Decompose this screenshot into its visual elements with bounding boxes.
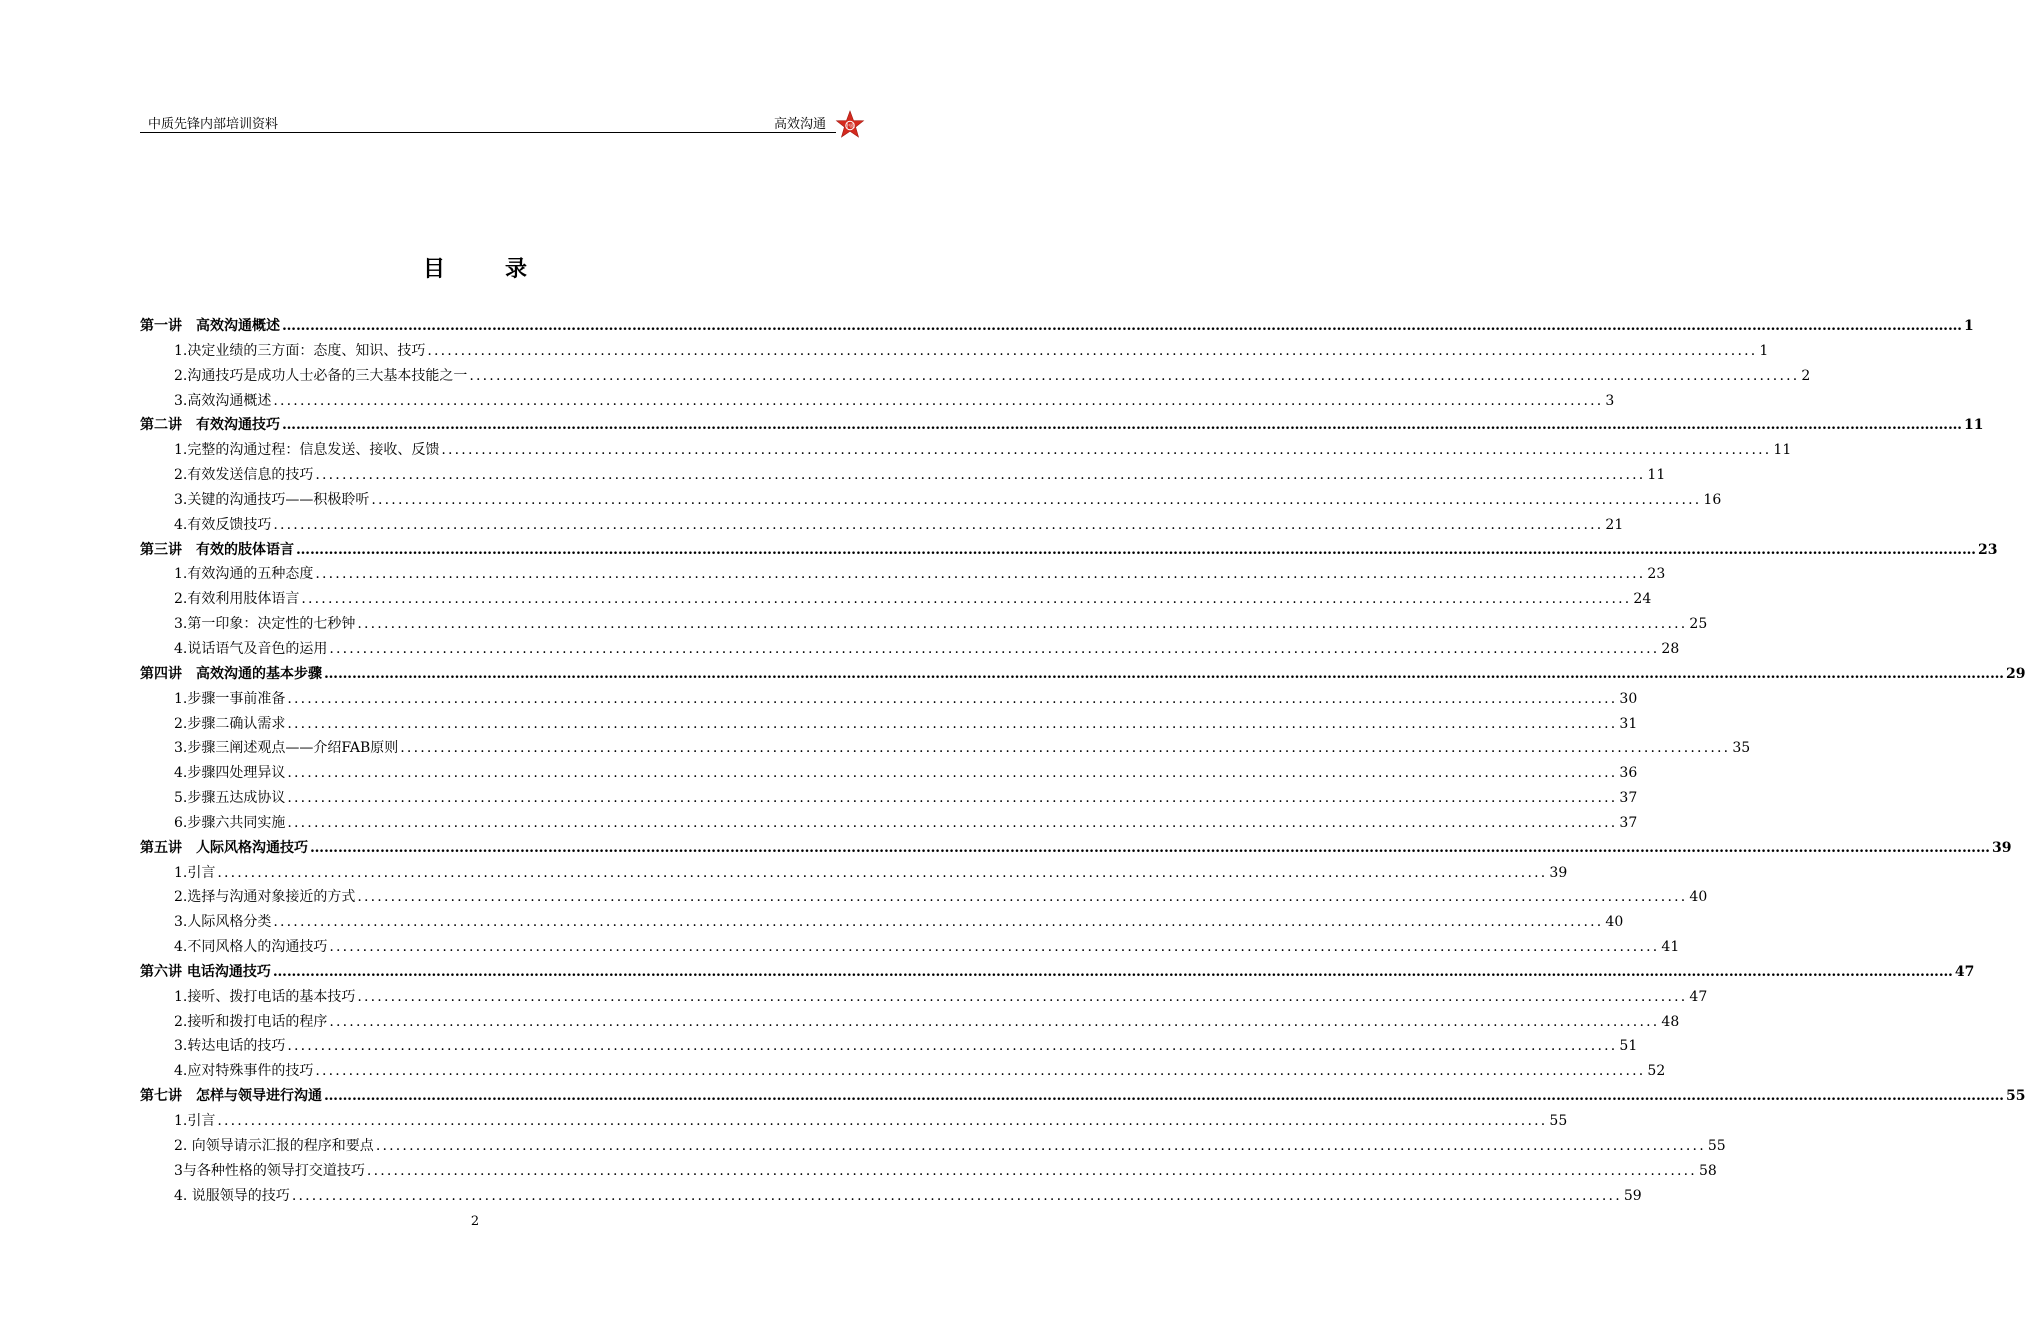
toc-entry-page: 39 — [1549, 864, 1568, 881]
toc-chapter-entry[interactable] — [140, 662, 2025, 687]
toc-entry-page: 55 — [1707, 1137, 1726, 1154]
toc-section-entry[interactable] — [140, 1034, 1638, 1059]
toc-leader-dots: ........................................................................................................................................................................................................ — [287, 1038, 1618, 1055]
toc-leader-dots: ........................................................................................................................................................................................................ — [287, 814, 1618, 831]
toc-leader-dots: ……………………………………………………………………………………………………………………………………………………………………………………………………………………………………………………………………………………………………………………………… — [296, 541, 1976, 558]
toc-entry-label: 2.有效利用肢体语言 — [174, 591, 300, 608]
toc-leader-dots: ........................................................................................................................................................................................................ — [273, 516, 1604, 533]
toc-entry-label: 第三讲 有效的肢体语言 — [140, 541, 294, 558]
toc-entry-page: 37 — [1619, 790, 1638, 807]
toc-entry-label: 2.有效发送信息的技巧 — [174, 467, 314, 484]
red-star-logo-icon — [835, 110, 865, 140]
toc-entry-page: 47 — [1954, 963, 1975, 980]
toc-entry-label: 4.应对特殊事件的技巧 — [174, 1063, 314, 1080]
toc-section-entry[interactable] — [140, 513, 1624, 538]
toc-section-entry[interactable] — [140, 1010, 1680, 1035]
toc-entry-page: 16 — [1703, 491, 1722, 508]
toc-leader-dots: ........................................................................................................................................................................................................ — [357, 616, 1688, 633]
toc-section-entry[interactable] — [140, 339, 1769, 364]
toc-leader-dots: ........................................................................................................................................................................................................ — [375, 1137, 1706, 1154]
toc-entry-page: 36 — [1619, 765, 1638, 782]
toc-entry-page: 1 — [1964, 318, 1974, 334]
toc-leader-dots: ........................................................................................................................................................................................................ — [273, 392, 1604, 409]
toc-entry-label: 3与各种性格的领导打交道技巧 — [174, 1162, 365, 1179]
toc-leader-dots: ........................................................................................................................................................................................................ — [273, 914, 1604, 931]
logo-text: 中质 — [844, 123, 856, 130]
toc-section-entry[interactable] — [140, 612, 1708, 637]
toc-section-entry[interactable] — [140, 488, 1722, 513]
toc-section-entry[interactable] — [140, 587, 1652, 612]
toc-entry-label: 第七讲 怎样与领导进行沟通 — [140, 1088, 322, 1105]
toc-entry-label: 1.引言 — [174, 864, 216, 881]
toc-entry-label: 第六讲 电话沟通技巧 — [140, 963, 271, 980]
toc-entry-page: 59 — [1623, 1187, 1642, 1204]
toc-leader-dots: ........................................................................................................................................................................................................ — [315, 467, 1646, 484]
toc-entry-page: 40 — [1605, 914, 1624, 931]
toc-section-entry[interactable] — [140, 1109, 1568, 1134]
toc-entry-page: 28 — [1661, 640, 1680, 657]
toc-entry-label: 2.选择与沟通对象接近的方式 — [174, 889, 356, 906]
toc-leader-dots: ........................................................................................................................................................................................................ — [287, 715, 1618, 732]
header-doc-title: 高效沟通 — [773, 117, 826, 132]
toc-leader-dots: ........................................................................................................................................................................................................ — [329, 1013, 1660, 1030]
toc-entry-label: 4.不同风格人的沟通技巧 — [174, 939, 328, 956]
toc-leader-dots: ........................................................................................................................................................................................................ — [329, 640, 1660, 657]
toc-title: 目录 — [422, 256, 587, 282]
toc-leader-dots: ........................................................................................................................................................................................................ — [301, 591, 1632, 608]
toc-entry-label: 3.转达电话的技巧 — [174, 1038, 286, 1055]
toc-entry-label: 1.完整的沟通过程：信息发送、接收、反馈 — [174, 442, 440, 459]
toc-leader-dots: ........................................................................................................................................................................................................ — [469, 367, 1800, 384]
toc-entry-label: 2. 向领导请示汇报的程序和要点 — [174, 1137, 374, 1154]
toc-leader-dots: ........................................................................................................................................................................................................ — [357, 988, 1688, 1005]
toc-leader-dots: ........................................................................................................................................................................................................ — [427, 342, 1758, 359]
toc-entry-page: 48 — [1661, 1013, 1680, 1030]
toc-leader-dots: ........................................................................................................................................................................................................ — [287, 690, 1618, 707]
toc-leader-dots: ........................................................................................................................................................................................................ — [217, 1113, 1548, 1129]
toc-leader-dots: ........................................................................................................................................................................................................ — [441, 442, 1772, 459]
toc-entry-label: 4.说话语气及音色的运用 — [174, 640, 328, 657]
toc-entry-page: 11 — [1964, 417, 1984, 434]
toc-entry-label: 第四讲 高效沟通的基本步骤 — [140, 665, 322, 682]
toc-leader-dots: ........................................................................................................................................................................................................ — [291, 1187, 1622, 1204]
toc-entry-page: 31 — [1619, 715, 1638, 732]
toc-entry-label: 3.高效沟通概述 — [174, 392, 272, 409]
toc-section-entry[interactable] — [140, 885, 1708, 910]
toc-entry-label: 1.有效沟通的五种态度 — [174, 566, 314, 583]
toc-leader-dots: ........................................................................................................................................................................................................ — [400, 740, 1731, 757]
toc-entry-page: 39 — [1992, 839, 2012, 856]
toc-leader-dots: ……………………………………………………………………………………………………………………………………………………………………………………………………………………………………………………………………………………………………………………………… — [310, 839, 1990, 856]
toc-leader-dots: ........................................................................................................................................................................................................ — [357, 889, 1688, 906]
toc-entry-page: 21 — [1605, 516, 1624, 533]
toc-leader-dots: ........................................................................................................................................................................................................ — [366, 1162, 1697, 1179]
toc-entry-label: 1.决定业绩的三方面：态度、知识、技巧 — [174, 342, 426, 359]
toc-leader-dots: ……………………………………………………………………………………………………………………………………………………………………………………………………………………………………………………………………………………………………………………………… — [324, 1088, 2004, 1105]
toc-entry-page: 51 — [1619, 1038, 1638, 1055]
page-number: 2 — [470, 1214, 480, 1229]
toc-entry-label: 4.有效反馈技巧 — [174, 516, 272, 533]
toc-entry-page: 24 — [1633, 591, 1652, 608]
page-header — [140, 110, 836, 133]
toc-entry-page: 47 — [1689, 988, 1708, 1005]
toc-entry-page: 40 — [1689, 889, 1708, 906]
toc-entry-page: 11 — [1773, 442, 1792, 459]
toc-section-entry[interactable] — [140, 389, 1615, 414]
toc-entry-page: 23 — [1647, 566, 1666, 583]
toc-section-entry[interactable] — [140, 811, 1638, 836]
toc-section-entry[interactable] — [140, 1134, 1726, 1159]
toc-section-entry[interactable] — [140, 985, 1708, 1010]
toc-entry-page: 1 — [1759, 342, 1769, 359]
toc-chapter-entry[interactable] — [140, 836, 2012, 861]
toc-entry-page: 11 — [1647, 467, 1666, 484]
toc-section-entry[interactable] — [140, 562, 1666, 587]
toc-chapter-entry[interactable] — [140, 314, 1974, 339]
header-org-name: 中质先锋内部培训资料 — [148, 117, 279, 132]
toc-entry-label: 3.步骤三阐述观点——介绍FAB原则 — [174, 740, 399, 757]
toc-leader-dots: ........................................................................................................................................................................................................ — [287, 765, 1618, 782]
toc-entry-label: 4.步骤四处理异议 — [174, 765, 286, 782]
toc-entry-label: 第五讲 人际风格沟通技巧 — [140, 839, 308, 856]
toc-entry-page: 35 — [1732, 740, 1751, 757]
toc-section-entry[interactable] — [140, 786, 1638, 811]
toc-section-entry[interactable] — [140, 1159, 1717, 1184]
toc-entry-label: 3.关键的沟通技巧——积极聆听 — [174, 491, 370, 508]
toc-entry-page: 29 — [2006, 665, 2025, 682]
table-of-contents — [140, 314, 2025, 1208]
toc-entry-page: 30 — [1619, 690, 1638, 707]
toc-entry-page: 41 — [1661, 939, 1680, 956]
toc-entry-page: 37 — [1619, 814, 1638, 831]
toc-leader-dots: ........................................................................................................................................................................................................ — [217, 864, 1548, 881]
toc-leader-dots: ……………………………………………………………………………………………………………………………………………………………………………………………………………………………………………………………………………………………………………………………… — [272, 963, 1953, 980]
toc-entry-label: 1.接听、拨打电话的基本技巧 — [174, 988, 356, 1005]
toc-entry-label: 2.步骤二确认需求 — [174, 715, 286, 732]
toc-chapter-entry[interactable] — [140, 1084, 2025, 1109]
toc-entry-label: 4. 说服领导的技巧 — [174, 1187, 290, 1204]
toc-section-entry[interactable] — [140, 761, 1638, 786]
toc-entry-label: 2.沟通技巧是成功人士必备的三大基本技能之一 — [174, 367, 468, 384]
toc-section-entry[interactable] — [140, 463, 1666, 488]
toc-entry-page: 52 — [1647, 1063, 1666, 1080]
toc-leader-dots: ........................................................................................................................................................................................................ — [329, 939, 1660, 956]
toc-chapter-entry[interactable] — [140, 960, 1975, 985]
toc-entry-label: 1.引言 — [174, 1113, 216, 1129]
toc-entry-page: 25 — [1689, 616, 1708, 633]
toc-entry-label: 3.人际风格分类 — [174, 914, 272, 931]
toc-entry-label: 5.步骤五达成协议 — [174, 790, 286, 807]
toc-entry-page: 58 — [1698, 1162, 1717, 1179]
toc-entry-page: 55 — [1549, 1113, 1568, 1129]
toc-chapter-entry[interactable] — [140, 413, 1984, 438]
toc-section-entry[interactable] — [140, 637, 1680, 662]
toc-entry-page: 55 — [2006, 1088, 2025, 1105]
toc-section-entry[interactable] — [140, 364, 1811, 389]
toc-section-entry[interactable] — [140, 438, 1792, 463]
toc-section-entry[interactable] — [140, 1184, 1642, 1209]
toc-leader-dots: ........................................................................................................................................................................................................ — [371, 491, 1702, 508]
toc-chapter-entry[interactable] — [140, 538, 1998, 563]
toc-section-entry[interactable] — [140, 910, 1624, 935]
toc-leader-dots: ……………………………………………………………………………………………………………………………………………………………………………………………………………………………………………………………………………………………………………………………… — [282, 417, 1962, 434]
toc-entry-label: 2.接听和拨打电话的程序 — [174, 1013, 328, 1030]
toc-leader-dots: ........................................................................................................................................................................................................ — [287, 790, 1618, 807]
toc-entry-label: 第二讲 有效沟通技巧 — [140, 417, 280, 434]
toc-entry-page: 3 — [1605, 392, 1615, 409]
toc-section-entry[interactable] — [140, 687, 1638, 712]
toc-section-entry[interactable] — [140, 1059, 1666, 1084]
toc-section-entry[interactable] — [140, 736, 1751, 761]
toc-entry-label: 第一讲 高效沟通概述 — [140, 318, 280, 334]
toc-section-entry[interactable] — [140, 935, 1680, 960]
toc-leader-dots: ........................................................................................................................................................................................................ — [315, 1063, 1646, 1080]
toc-entry-label: 3.第一印象：决定性的七秒钟 — [174, 616, 356, 633]
toc-entry-label: 6.步骤六共同实施 — [174, 814, 286, 831]
toc-entry-page: 2 — [1801, 367, 1811, 384]
toc-leader-dots: ……………………………………………………………………………………………………………………………………………………………………………………………………………………………………………………………………………………………………………………………… — [282, 318, 1962, 334]
toc-leader-dots: ……………………………………………………………………………………………………………………………………………………………………………………………………………………………………………………………………………………………………………………………… — [324, 665, 2004, 682]
toc-entry-page: 23 — [1978, 541, 1998, 558]
toc-leader-dots: ........................................................................................................................................................................................................ — [315, 566, 1646, 583]
toc-entry-label: 1.步骤一事前准备 — [174, 690, 286, 707]
toc-section-entry[interactable] — [140, 712, 1638, 737]
toc-section-entry[interactable] — [140, 861, 1568, 886]
